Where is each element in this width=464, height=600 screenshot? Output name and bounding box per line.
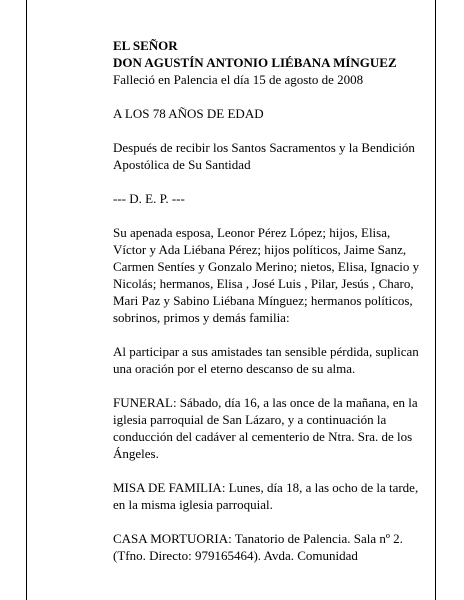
- deceased-name: DON AGUSTÍN ANTONIO LIÉBANA MÍNGUEZ: [113, 55, 397, 70]
- family-mass-paragraph: MISA DE FAMILIA: Lunes, día 18, a las ocho de la tarde, en la misma iglesia parroquial.: [113, 480, 419, 512]
- sacraments-paragraph: Después de recibir los Santos Sacramentos y la Bendición Apostólica de Su Santidad: [113, 140, 415, 172]
- request-paragraph: Al participar a sus amistades tan sensible pérdida, suplican una oración por el eterno descanso de su alma.: [113, 344, 419, 376]
- family-paragraph: Su apenada esposa, Leonor Pérez López; hijos, Elisa, Víctor y Ada Liébana Pérez; hijos políticos, Jaime Sanz, Carmen Sentíes y Gonzalo Merino; nietos, Elisa, Ignacio y Nicolás; hermanos, Elisa , José Luis , Pilar, Jesús , Charo, Mari Paz y Sabino Liébana Mínguez; hermanos políticos, sobrinos, primos y demás familia:: [113, 225, 420, 325]
- death-line: Falleció en Palencia el día 15 de agosto de 2008: [113, 72, 364, 87]
- age-line: A LOS 78 AÑOS DE EDAD: [113, 106, 264, 121]
- funeral-paragraph: FUNERAL: Sábado, día 16, a las once de la mañana, en la iglesia parroquial de San Lázaro, y a continuación la conducción del cadáver al cementerio de Ntra. Sra. de los Ángeles.: [113, 395, 418, 461]
- dep-line: --- D. E. P. ---: [113, 191, 185, 206]
- mortuary-paragraph: CASA MORTUORIA: Tanatorio de Palencia. Sala nº 2. (Tfno. Directo: 979165464). Avda. Comunidad: [113, 531, 403, 563]
- title-line: EL SEÑOR: [113, 38, 178, 53]
- obituary-content: [113, 37, 423, 581]
